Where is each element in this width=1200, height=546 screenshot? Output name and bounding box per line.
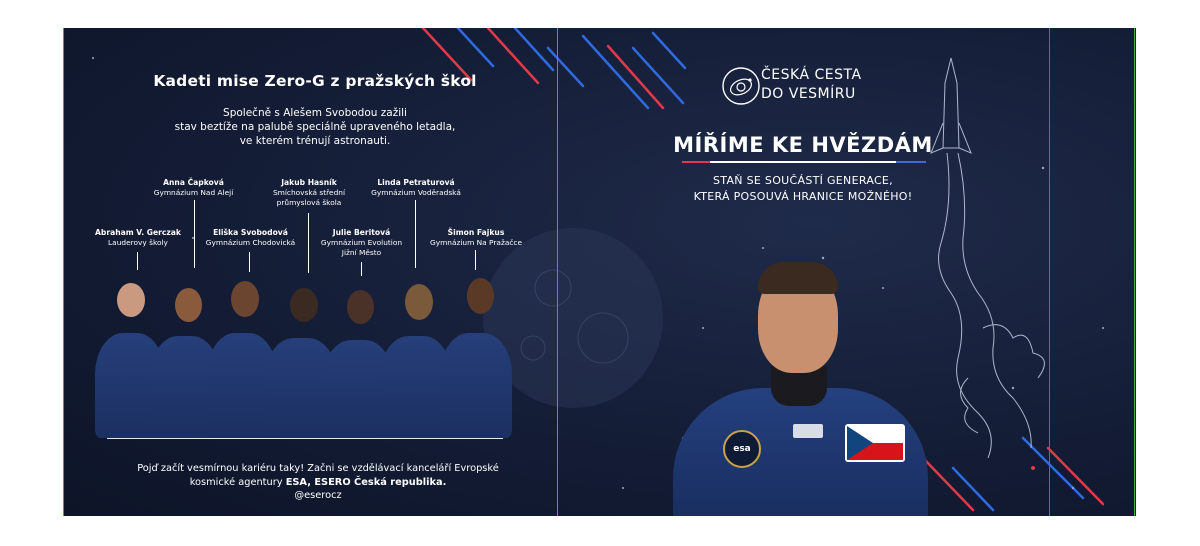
cadet-caption	[309, 228, 414, 258]
cadet-name: Eliška Svobodová	[213, 228, 288, 237]
czech-flag-patch	[845, 424, 905, 462]
cadet-head	[117, 283, 145, 317]
headline: MÍŘÍME KE HVĚZDÁM	[673, 133, 933, 157]
caption-pointer	[415, 200, 416, 268]
cadet-name: Linda Petraturová	[377, 178, 455, 187]
cadet-caption	[259, 178, 359, 208]
left-page-title: Kadeti mise Zero-G z pražských škol	[153, 72, 477, 90]
cadet-caption	[361, 178, 471, 198]
intro-text	[125, 106, 505, 148]
cadet-school: průmyslová škola	[276, 198, 342, 207]
cadet-name: Šimon Fajkus	[447, 228, 505, 237]
flag-blue-wedge	[847, 426, 875, 460]
cadet-school: Gymnázium Voděradská	[371, 188, 461, 197]
fold-guide	[557, 28, 558, 516]
intro-line: ve kterém trénují astronauti.	[239, 135, 391, 147]
cadet-caption	[141, 178, 246, 198]
cadet-school: Smíchovská střední	[272, 188, 346, 197]
career-line	[83, 476, 553, 490]
intro-line: stav beztíže na palubě speciálně upraveného letadla,	[174, 121, 456, 133]
brand-line: ČESKÁ CESTA	[761, 67, 862, 83]
brand-name	[761, 66, 862, 104]
caption-pointer	[194, 200, 195, 268]
subtitle	[673, 173, 933, 205]
cadet-name: Abraham V. Gerczak	[95, 228, 181, 237]
cadet-caption	[198, 228, 303, 248]
cadet-head	[175, 288, 202, 322]
career-call-text	[83, 462, 553, 503]
headline-underline-red	[682, 161, 710, 163]
brand-line: DO VESMÍRU	[761, 86, 856, 102]
astronaut-portrait	[673, 248, 928, 516]
career-line: Pojď začít vesmírnou kariéru taky! Začni se vzdělávací kanceláří Evropské	[137, 463, 499, 474]
cadet-figure	[440, 333, 512, 438]
subtitle-line: KTERÁ POSOUVÁ HRANICE MOŽNÉHO!	[693, 190, 913, 203]
trim-guide-right	[1049, 28, 1050, 516]
subtitle-line: STAŇ SE SOUČÁSTÍ GENERACE,	[713, 174, 893, 187]
poster-spread	[63, 28, 1136, 516]
career-line-prefix: kosmické agentury	[189, 476, 286, 488]
cadets-group-photo	[95, 278, 515, 438]
cadet-head	[405, 284, 433, 320]
headline-underline-white	[710, 161, 896, 163]
cadet-head	[290, 288, 318, 322]
cadet-school: Gymnázium Chodovická	[205, 238, 296, 247]
esa-patch: esa	[723, 430, 761, 468]
orbit-logo-icon	[721, 66, 761, 106]
esero-name: ESA, ESERO Česká republika.	[285, 476, 447, 488]
astronaut-hair	[758, 262, 838, 294]
caption-pointer	[249, 252, 250, 272]
group-baseline	[107, 438, 503, 439]
caption-pointer	[361, 262, 362, 276]
cadet-name: Jakub Hasník	[281, 178, 337, 187]
social-handle: @eserocz	[294, 490, 342, 501]
cadet-name: Julie Beritová	[332, 228, 391, 237]
cadet-head	[467, 278, 494, 314]
cadet-caption	[421, 228, 531, 248]
intro-line: Společně s Alešem Svobodou zažili	[223, 107, 407, 119]
cadet-name: Anna Čapková	[163, 178, 224, 187]
cadet-caption	[88, 228, 188, 248]
cadet-head	[231, 281, 259, 317]
caption-pointer	[137, 252, 138, 270]
cadet-school: Gymnázium Evolution	[320, 238, 403, 247]
caption-pointer	[475, 250, 476, 270]
cadet-school: Gymnázium Nad Alejí	[153, 188, 234, 197]
headline-underline-blue	[896, 161, 926, 163]
trim-guide-far-right	[1134, 28, 1135, 516]
name-tag	[793, 424, 823, 438]
trim-guide-left	[63, 28, 64, 516]
background-decor	[63, 28, 1136, 516]
cadet-school: Jižní Město	[341, 248, 382, 257]
brand-lockup	[703, 68, 923, 112]
cadet-school: Gymnázium Na Pražačce	[429, 238, 523, 247]
cadet-head	[347, 290, 374, 324]
cadet-school: Lauderovy školy	[108, 238, 168, 247]
